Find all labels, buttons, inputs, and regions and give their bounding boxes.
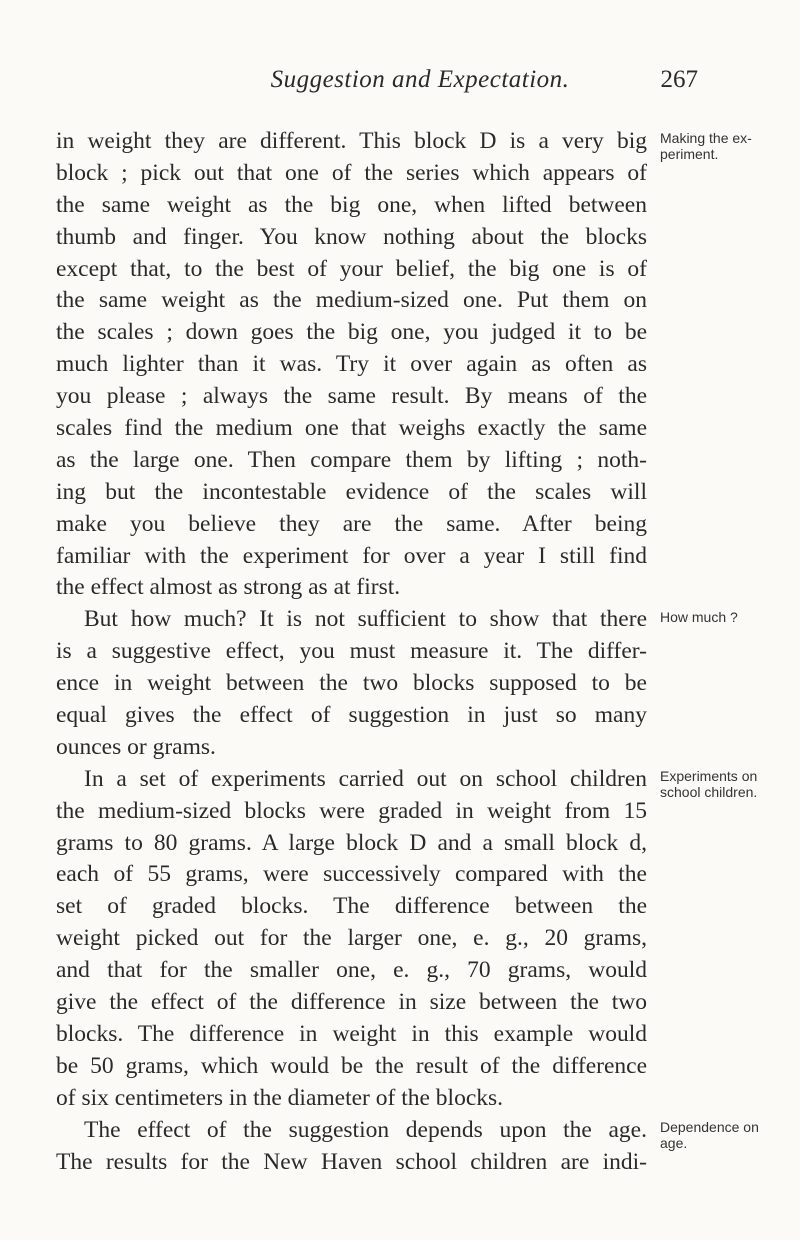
text-line: make you believe they are the same. After being bbox=[56, 510, 647, 537]
text-line: ounces or grams. bbox=[56, 733, 216, 760]
text-line: much lighter than it was. Try it over again as often as bbox=[56, 351, 647, 378]
margin-note bbox=[660, 1119, 795, 1151]
text-line: of six centimeters in the diameter of the blocks. bbox=[56, 1084, 504, 1111]
text-line: block ; pick out that one of the series which appears of bbox=[56, 159, 647, 186]
text-line: except that, to the best of your belief, the big one is of bbox=[56, 255, 647, 282]
margin-note bbox=[660, 130, 795, 162]
text-line: In a set of experiments carried out on school children bbox=[84, 765, 647, 792]
body-text bbox=[56, 126, 647, 1178]
text-line: equal gives the effect of suggestion in just so many bbox=[56, 702, 647, 729]
text-line: thumb and finger. You know nothing about the blocks bbox=[56, 223, 647, 250]
text-line: the effect almost as strong as at first. bbox=[56, 574, 401, 601]
text-line: in weight they are different. This block D is a very big bbox=[56, 128, 647, 154]
margin-note-line: age. bbox=[660, 1134, 688, 1151]
text-line: grams to 80 grams. A large block D and a small block d, bbox=[56, 829, 647, 856]
text-line: ence in weight between the two blocks supposed to be bbox=[56, 670, 647, 697]
text-line: ing but the incontestable evidence of the scales will bbox=[56, 478, 647, 505]
text-line: familiar with the experiment for over a year I still find bbox=[56, 542, 647, 569]
page-header bbox=[120, 66, 720, 96]
margin-note-line: periment. bbox=[660, 146, 719, 162]
text-line: is a suggestive effect, you must measure it. The differ- bbox=[56, 638, 647, 665]
text-line: you please ; always the same result. By means of the bbox=[56, 383, 647, 410]
text-line: But how much? It is not sufficient to show that there bbox=[84, 606, 647, 633]
text-line: the medium-sized blocks were graded in weight from 15 bbox=[56, 797, 647, 824]
text-line: blocks. The difference in weight in this example would bbox=[56, 1020, 647, 1047]
text-line: the same weight as the big one, when lifted between bbox=[56, 191, 647, 218]
margin-note bbox=[660, 609, 795, 625]
text-line: The results for the New Haven school children are indi- bbox=[56, 1148, 647, 1175]
margin-note-line: Dependence on bbox=[660, 1118, 759, 1135]
margin-note-line: How much ? bbox=[660, 608, 738, 625]
text-line: the same weight as the medium-sized one. Put them on bbox=[56, 287, 647, 314]
running-title: Suggestion and Expectation. bbox=[270, 66, 570, 93]
margin-note bbox=[660, 768, 795, 800]
margin-note-line: Experiments on bbox=[660, 768, 758, 784]
text-line: scales find the medium one that weighs exactly the same bbox=[56, 415, 647, 442]
text-line: be 50 grams, which would be the result of the difference bbox=[56, 1052, 647, 1079]
text-line: and that for the smaller one, e. g., 70 grams, would bbox=[56, 957, 647, 984]
text-line: the scales ; down goes the big one, you judged it to be bbox=[56, 319, 647, 346]
page-number: 267 bbox=[660, 66, 698, 93]
margin-note-line: school children. bbox=[660, 784, 758, 800]
text-line: The effect of the suggestion depends upon the age. bbox=[84, 1116, 647, 1143]
text-line: set of graded blocks. The difference between the bbox=[56, 893, 647, 920]
margin-note-line: Making the ex- bbox=[660, 130, 752, 146]
text-line: weight picked out for the larger one, e. g., 20 grams, bbox=[56, 925, 647, 952]
text-line: give the effect of the difference in size between the two bbox=[56, 989, 647, 1016]
text-line: each of 55 grams, were successively compared with the bbox=[56, 861, 647, 888]
text-line: as the large one. Then compare them by lifting ; noth- bbox=[56, 446, 647, 473]
